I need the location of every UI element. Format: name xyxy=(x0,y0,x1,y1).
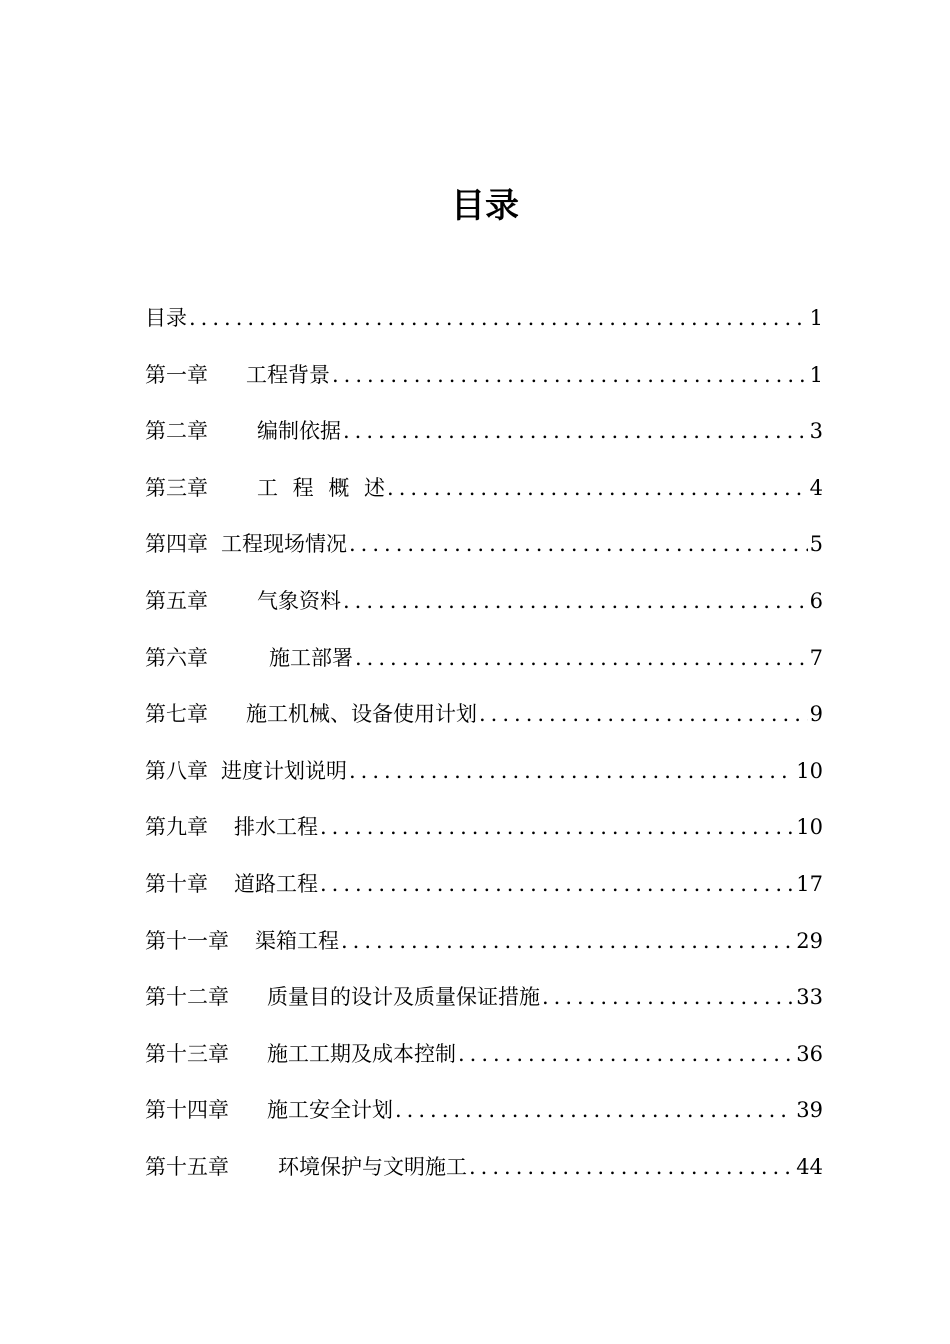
toc-dot-leader xyxy=(469,1145,794,1189)
toc-dot-leader xyxy=(395,1088,794,1132)
toc-dot-leader xyxy=(355,636,808,680)
toc-title: 工 程 概 述 xyxy=(257,475,386,500)
toc-page-number: 10 xyxy=(796,758,823,783)
toc-entry[interactable] xyxy=(145,636,823,693)
toc-chapter: 第三章 xyxy=(145,475,208,500)
toc-dot-leader xyxy=(343,409,808,453)
toc-dot-leader xyxy=(349,522,808,566)
toc-title: 排水工程 xyxy=(234,815,318,840)
toc-page-number: 4 xyxy=(809,475,823,500)
toc-chapter: 第十章 xyxy=(145,871,208,896)
toc-entry[interactable] xyxy=(145,862,823,919)
toc-dot-leader xyxy=(387,466,808,510)
toc-title: 渠箱工程 xyxy=(255,928,339,953)
toc-page-number: 44 xyxy=(796,1154,823,1179)
toc-dot-leader xyxy=(189,296,808,340)
page-title: 目录 xyxy=(451,186,519,226)
toc-page-number: 17 xyxy=(796,871,823,896)
toc-page-number: 1 xyxy=(809,306,823,330)
toc-title: 施工机械、设备使用计划 xyxy=(246,702,477,727)
toc-page-number: 9 xyxy=(809,702,823,727)
toc-dot-leader xyxy=(458,1032,794,1076)
toc-chapter: 第十二章 xyxy=(145,985,229,1010)
toc-entry[interactable] xyxy=(145,805,823,862)
toc-dot-leader xyxy=(349,749,794,793)
toc-chapter: 第五章 xyxy=(145,588,208,613)
toc-dot-leader xyxy=(320,862,794,906)
toc-page-number: 39 xyxy=(796,1098,823,1123)
toc-title: 工程现场情况 xyxy=(221,532,347,557)
toc-chapter: 第六章 xyxy=(145,645,208,670)
toc-page-number: 10 xyxy=(796,815,823,840)
toc-title: 道路工程 xyxy=(234,871,318,896)
toc-title: 环境保护与文明施工 xyxy=(278,1154,467,1179)
toc-chapter: 第九章 xyxy=(145,815,208,840)
toc-dot-leader xyxy=(542,975,794,1019)
toc-entry[interactable] xyxy=(145,466,823,523)
toc-page-number: 33 xyxy=(796,985,823,1010)
toc-chapter: 第一章 xyxy=(145,362,208,387)
toc-entry[interactable] xyxy=(145,1088,823,1145)
toc-title: 编制依据 xyxy=(257,419,341,444)
toc-page-number: 1 xyxy=(809,362,823,387)
toc-entry[interactable] xyxy=(145,522,823,579)
toc-chapter: 第八章 xyxy=(145,758,208,783)
toc-chapter: 第七章 xyxy=(145,702,208,727)
toc-title: 气象资料 xyxy=(257,588,341,613)
toc-title: 施工部署 xyxy=(269,645,353,670)
toc-entry[interactable] xyxy=(145,749,823,806)
toc-dot-leader xyxy=(479,692,808,736)
toc-title: 进度计划说明 xyxy=(221,758,347,783)
toc-chapter: 第十五章 xyxy=(145,1154,229,1179)
toc-page-number: 3 xyxy=(809,419,823,444)
toc-page-number: 5 xyxy=(809,532,823,557)
toc-dot-leader xyxy=(332,353,808,397)
toc-dot-leader xyxy=(343,579,808,623)
toc-title: 质量目的设计及质量保证措施 xyxy=(267,985,540,1010)
toc-title: 施工工期及成本控制 xyxy=(267,1041,456,1066)
toc-chapter: 第四章 xyxy=(145,532,208,557)
toc-entry[interactable] xyxy=(145,296,823,353)
toc-chapter: 第十三章 xyxy=(145,1041,229,1066)
toc-title: 工程背景 xyxy=(246,362,330,387)
toc-chapter: 第十一章 xyxy=(145,928,229,953)
toc-page-number: 7 xyxy=(809,645,823,670)
toc-dot-leader xyxy=(341,919,794,963)
toc-entry[interactable] xyxy=(145,1032,823,1089)
toc-chapter: 第二章 xyxy=(145,419,208,444)
toc-entry[interactable] xyxy=(145,353,823,410)
toc-title: 施工安全计划 xyxy=(267,1098,393,1123)
toc-entry[interactable] xyxy=(145,409,823,466)
toc-page-number: 36 xyxy=(796,1041,823,1066)
toc-chapter: 目录 xyxy=(145,306,187,330)
toc-entry[interactable] xyxy=(145,692,823,749)
toc-chapter: 第十四章 xyxy=(145,1098,229,1123)
toc-entry[interactable] xyxy=(145,975,823,1032)
toc-entry[interactable] xyxy=(145,919,823,976)
toc-entry[interactable] xyxy=(145,579,823,636)
toc-entry[interactable] xyxy=(145,1145,823,1202)
toc-page-number: 6 xyxy=(809,588,823,613)
toc-page-number: 29 xyxy=(796,928,823,953)
table-of-contents xyxy=(145,296,823,1202)
toc-dot-leader xyxy=(320,805,794,849)
